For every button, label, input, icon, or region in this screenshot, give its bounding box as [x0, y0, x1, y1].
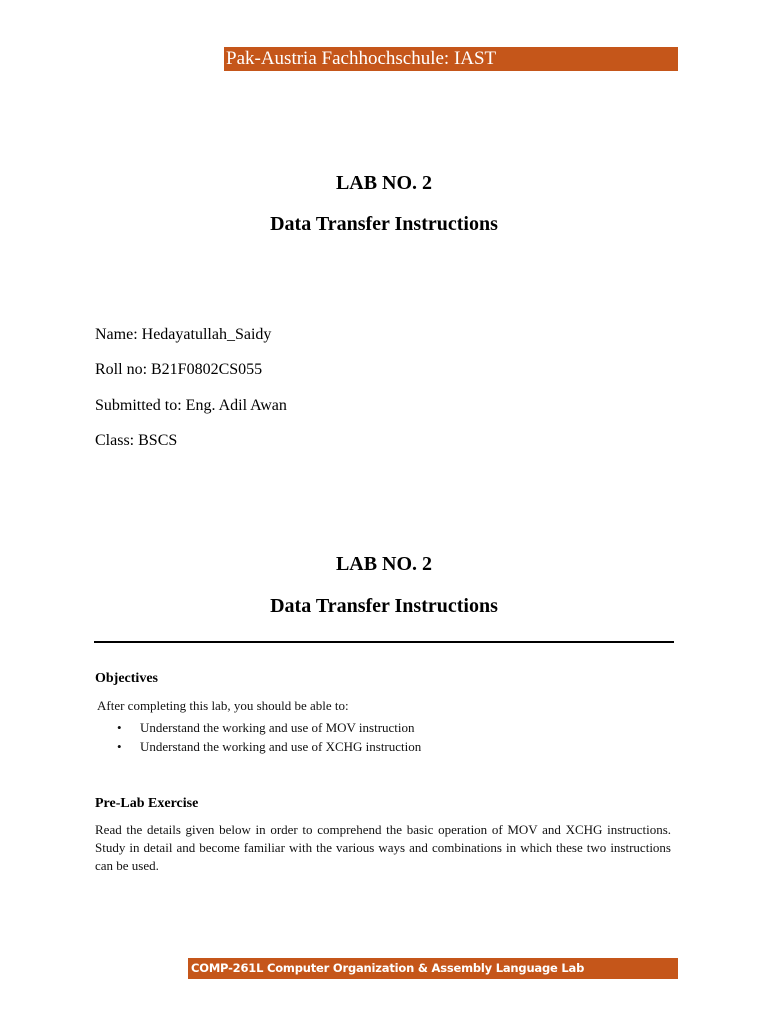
objective-text: Understand the working and use of MOV instruction [140, 720, 415, 735]
bullet-icon: • [117, 739, 122, 754]
cover-lab-title: Data Transfer Instructions [270, 213, 498, 235]
cover-lab-number: LAB NO. 2 [335, 172, 433, 194]
course-footer: COMP-261L Computer Organization & Assembly Language Lab [191, 961, 585, 975]
prelab-paragraph: Read the details given below in order to comprehend the basic operation of MOV and XCHG instructions. Study in detail and become familiar with the various ways and combinations in which these two instructions can be used. [95, 822, 671, 873]
list-item [117, 737, 421, 756]
list-item [117, 718, 421, 737]
lab-title-heading: Data Transfer Instructions [270, 595, 498, 617]
objectives-intro: After completing this lab, you should be able to: [97, 698, 349, 713]
objective-text: Understand the working and use of XCHG instruction [140, 739, 422, 754]
prelab-heading: Pre-Lab Exercise [95, 796, 199, 811]
student-name: Name: Hedayatullah_Saidy [95, 326, 272, 343]
submitted-to: Submitted to: Eng. Adil Awan [95, 397, 287, 414]
header-band [224, 47, 678, 71]
roll-number: Roll no: B21F0802CS055 [95, 361, 263, 378]
institution-name: Pak-Austria Fachhochschule: IAST [226, 48, 497, 69]
bullet-icon: • [117, 720, 122, 735]
objectives-list [117, 718, 421, 756]
objectives-heading: Objectives [95, 671, 158, 686]
lab-number-heading: LAB NO. 2 [335, 553, 433, 575]
class-name: Class: BSCS [95, 432, 178, 449]
horizontal-divider [94, 641, 674, 643]
footer-band [188, 958, 678, 979]
